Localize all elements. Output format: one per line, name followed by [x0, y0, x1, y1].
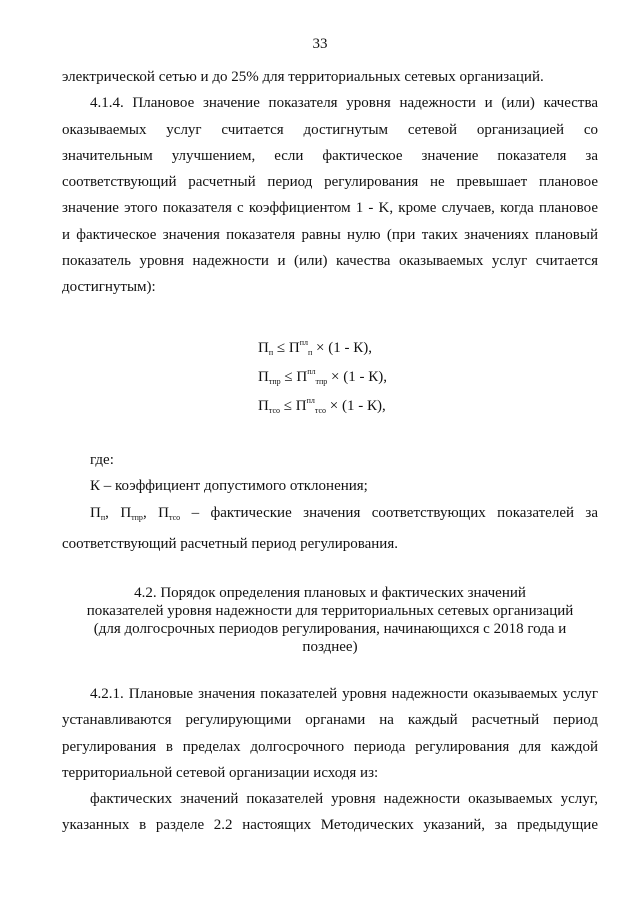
- formula-ptpr: $П_{тпр} \le П^{пл}_{тпр} \times (1 - К)$,: [258, 367, 387, 386]
- text-line: указанных в разделе 2.2 настоящих Методических указаний, за предыдущие: [62, 817, 598, 834]
- page-number: 33: [312, 36, 328, 52]
- legend-where: где:: [90, 452, 114, 468]
- text-line: соответствующий расчетный период регулирования.: [62, 535, 398, 552]
- text-line: электрической сетью и до 25% для территориальных сетевых организаций.: [62, 69, 544, 85]
- text-block-414: [62, 64, 598, 301]
- text-line: и фактическое значения показателя равны нулю (при таких значениях плановый: [62, 226, 598, 243]
- text-line: значительным улучшением, если фактическое значение показателя за: [62, 147, 598, 164]
- text-line: регулирования в пределах долгосрочного периода регулирования для каждой: [62, 738, 598, 755]
- formula-block: [258, 328, 387, 415]
- section-heading-42: 4.2. Порядок определения плановых и фактических значений показателей уровня надежности для территориальных сетевых организаций (для долгосрочных периодов регулирования, начинающихся с 2018 года и позднее): [86, 585, 574, 655]
- text-line: территориальной сетевой организации исходя из:: [62, 764, 379, 781]
- legend-block: [62, 447, 598, 557]
- formula-p: $П_п \le П^{пл}_п \times (1 - К)$,: [258, 338, 372, 357]
- text-line: соответствующий расчетный период регулирования не превышает плановое: [62, 174, 598, 191]
- text-line: показатель уровня надежности и (или) качества оказываемых услуг считается: [62, 253, 598, 270]
- formula-ptso: $П_{тсо} \le П^{пл}_{тсо} \times (1 - К)$,: [258, 396, 386, 415]
- text-line: 4.1.4. Плановое значение показателя уровня надежности и (или) качества: [90, 95, 598, 112]
- text-line: устанавливаются регулирующими органами на каждый расчетный период: [62, 712, 598, 729]
- text-line: 4.2.1. Плановые значения показателей уровня надежности оказываемых услуг: [90, 686, 598, 702]
- text-block-421: [62, 681, 598, 839]
- text-line: фактических значений показателей уровня надежности оказываемых услуг,: [90, 791, 598, 808]
- legend-k: К – коэффициент допустимого отклонения;: [90, 478, 368, 495]
- text-line: достигнутым):: [62, 279, 156, 296]
- text-line: значение этого показателя с коэффициентом 1 - K, кроме случаев, когда плановое: [62, 200, 598, 217]
- text-line: оказываемых услуг считается достигнутым сетевой организацией со: [62, 121, 598, 138]
- legend-p: $П_п$, $П_{тпр}$, $П_{тсо}$ – фактические значения соответствующих показателей за: [90, 504, 599, 522]
